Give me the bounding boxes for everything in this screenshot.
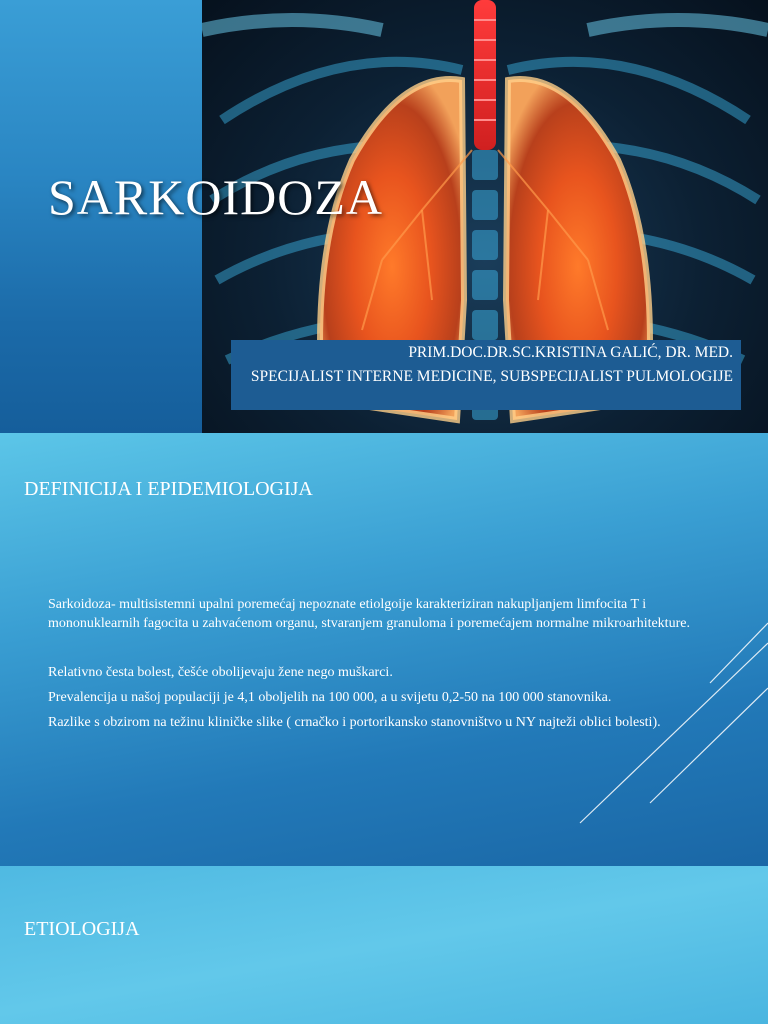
bullet-text: Razlike s obzirom na težinu kliničke slike ( crnačko i portorikansko stanovništvo u NY najteži oblici bolesti). bbox=[48, 715, 661, 730]
bullet-text: Relativno česta bolest, češće obolijevaju žene nego muškarci. bbox=[48, 665, 393, 680]
presentation-title: SARKOIDOZA bbox=[48, 169, 383, 225]
author-role: SPECIJALIST INTERNE MEDICINE, SUBSPECIJALIST PULMOLOGIJE bbox=[250, 368, 733, 385]
definition-slide bbox=[0, 433, 768, 866]
decorative-lines bbox=[560, 593, 768, 833]
bullet-text: Prevalencija u našoj populaciji je 4,1 oboljelih na 100 000, a u svijetu 0,2-50 na 100 000 stanovnika. bbox=[48, 690, 612, 705]
bullet-text: Sarkoidoza- multisistemni upalni poremećaj nepoznate etiolgoije karakteriziran nakupljanjem limfocita T i mononuklearnih fagocita u zahvaćenom organu, stvaranjem granuloma i poremećajem normalne mikroarhitekture. bbox=[48, 597, 690, 631]
author-name: PRIM.DOC.DR.SC.KRISTINA GALIĆ, DR. MED. bbox=[408, 344, 733, 361]
title-slide bbox=[0, 0, 768, 433]
etiology-slide bbox=[0, 866, 768, 1024]
author-box bbox=[231, 340, 741, 410]
slide-heading: ETIOLOGIJA bbox=[24, 918, 140, 940]
slide-heading: DEFINICIJA I EPIDEMIOLOGIJA bbox=[24, 478, 313, 500]
